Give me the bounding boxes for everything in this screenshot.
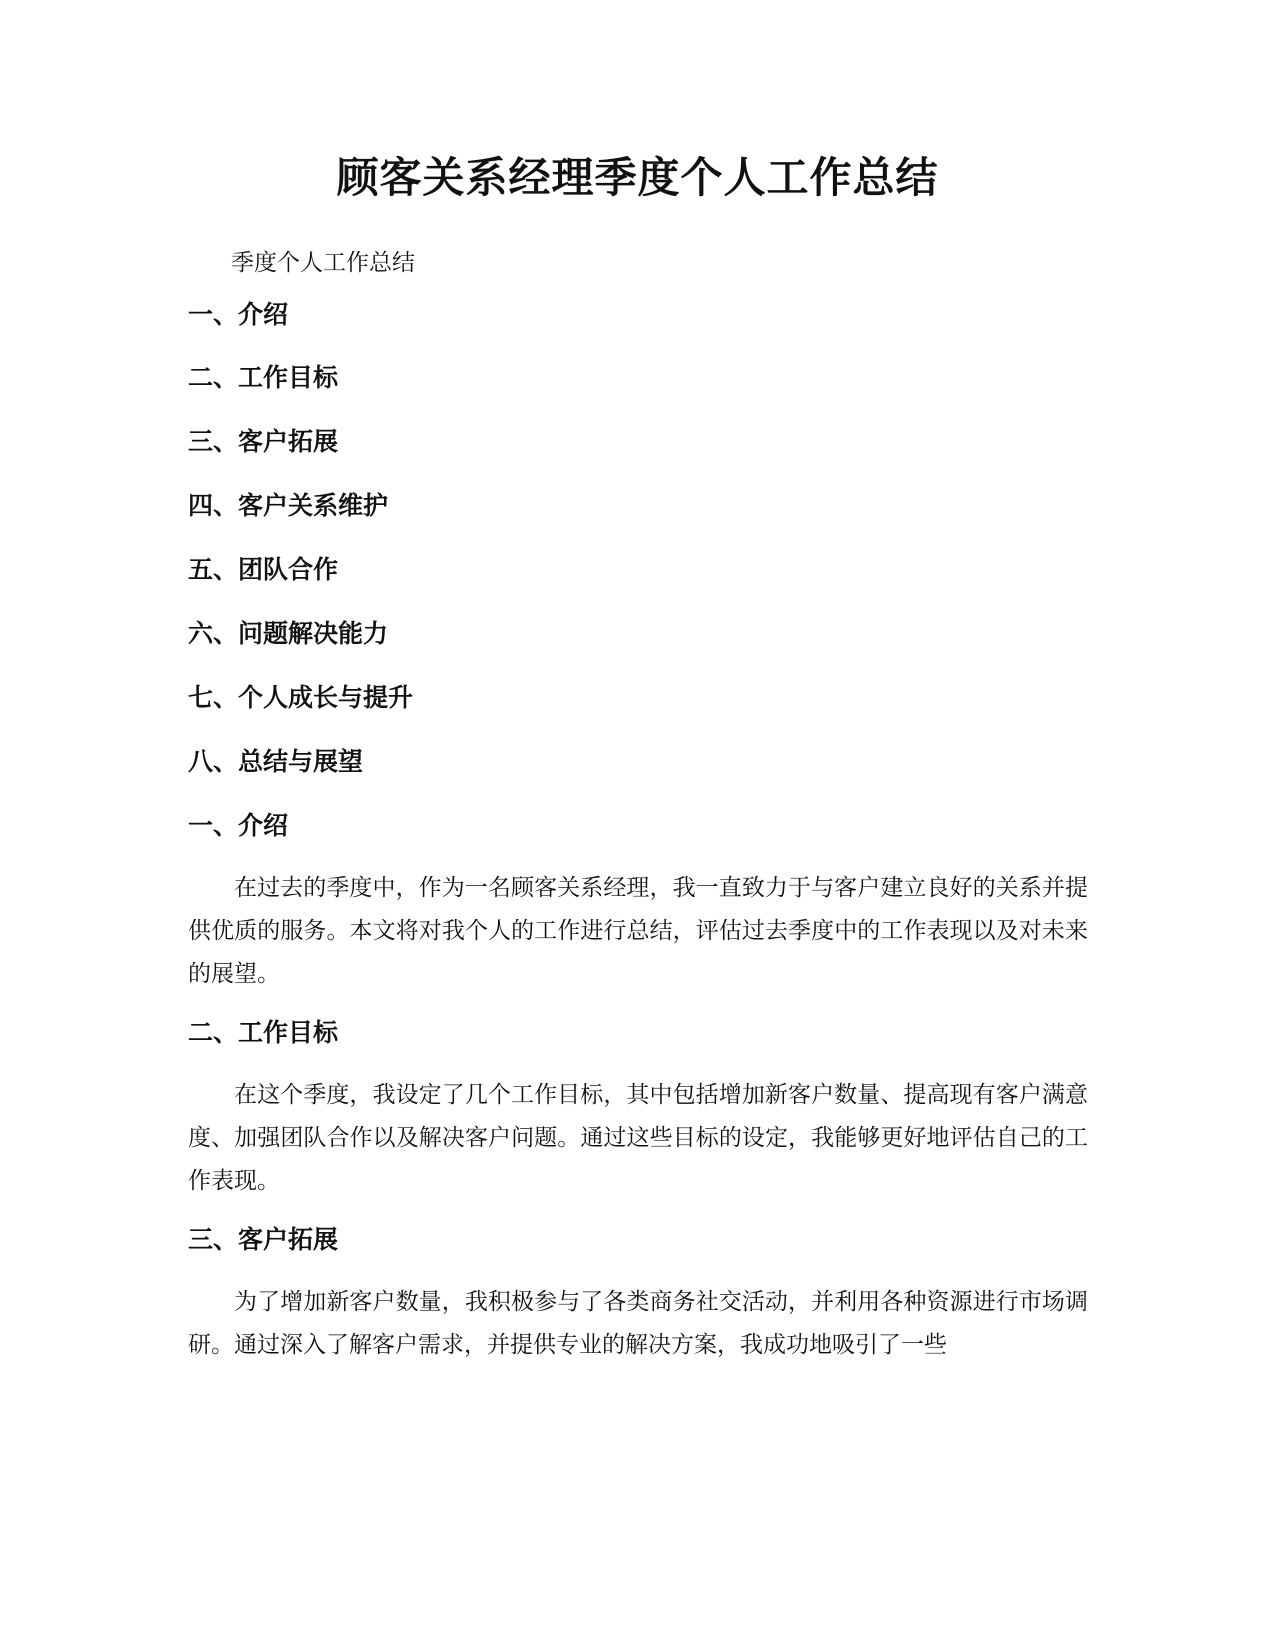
document-subtitle: 季度个人工作总结	[231, 250, 415, 276]
section-paragraph: 为了增加新客户数量，我积极参与了各类商务社交活动，并利用各种资源进行市场调研。通过深入了解客户需求，并提供专业的解决方案，我成功地吸引了一些	[188, 1289, 1088, 1358]
toc-item-client-maintenance: 四、客户关系维护	[188, 491, 389, 520]
toc-item-personal-growth: 七、个人成长与提升	[188, 683, 414, 712]
section-paragraph: 在这个季度，我设定了几个工作目标，其中包括增加新客户数量、提高现有客户满意度、加强团队合作以及解决客户问题。通过这些目标的设定，我能够更好地评估自己的工作表现。	[188, 1082, 1088, 1194]
section-heading: 一、介绍	[188, 811, 289, 840]
section-heading: 二、工作目标	[188, 1018, 339, 1047]
section-heading: 三、客户拓展	[188, 1225, 339, 1254]
toc-item-work-goals: 二、工作目标	[188, 363, 339, 392]
toc-item-introduction: 一、介绍	[188, 300, 289, 329]
section-paragraph: 在过去的季度中，作为一名顾客关系经理，我一直致力于与客户建立良好的关系并提供优质的服务。本文将对我个人的工作进行总结，评估过去季度中的工作表现以及对未来的展望。	[188, 875, 1088, 987]
toc-item-teamwork: 五、团队合作	[188, 555, 339, 584]
toc-item-client-expansion: 三、客户拓展	[188, 427, 339, 456]
toc-item-problem-solving: 六、问题解决能力	[188, 619, 389, 648]
document-title: 顾客关系经理季度个人工作总结	[336, 153, 939, 202]
toc-item-summary-outlook: 八、总结与展望	[188, 747, 364, 776]
